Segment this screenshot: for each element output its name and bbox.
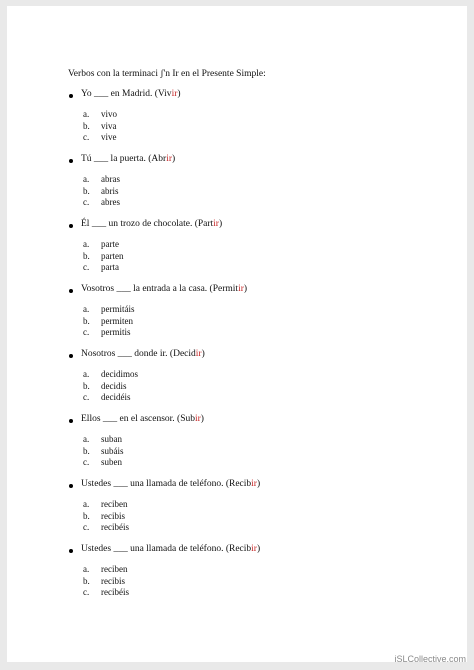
question-line bbox=[69, 89, 449, 102]
option-letter: c. bbox=[83, 522, 90, 532]
question-item bbox=[69, 479, 449, 532]
worksheet-title: Verbos con la terminaci ʃ'n Ir en el Presente Simple: bbox=[68, 69, 266, 79]
option-text: reciben bbox=[101, 564, 128, 574]
option-letter: b. bbox=[83, 510, 90, 521]
option-text: subáis bbox=[101, 445, 124, 456]
option-letter: c. bbox=[83, 197, 90, 207]
option-text: vivo bbox=[101, 109, 118, 119]
question-text: Ellos ___ en el ascensor. (Subir) bbox=[81, 414, 204, 424]
bullet-icon bbox=[69, 224, 73, 228]
option-letter: a. bbox=[83, 304, 90, 314]
option-letter: c. bbox=[83, 457, 90, 467]
worksheet-page bbox=[7, 6, 467, 662]
question-text: Ustedes ___ una llamada de teléfono. (Recibir) bbox=[81, 479, 261, 489]
option-text: decidimos bbox=[101, 369, 138, 379]
question-item bbox=[69, 89, 449, 142]
option-letter: b. bbox=[83, 445, 90, 456]
question-text: Ustedes ___ una llamada de teléfono. (Recibir) bbox=[81, 544, 261, 554]
option-text: viva bbox=[101, 120, 117, 131]
question-item bbox=[69, 154, 449, 207]
option-text: abres bbox=[101, 197, 120, 207]
question-item bbox=[69, 284, 449, 337]
bullet-icon bbox=[69, 419, 73, 423]
question-text: Tú ___ la puerta. (Abrir) bbox=[81, 154, 176, 164]
verb-ending: ir bbox=[194, 414, 201, 424]
option-letter: c. bbox=[83, 327, 90, 337]
option-letter: b. bbox=[83, 250, 90, 261]
bullet-icon bbox=[69, 549, 73, 553]
question-line bbox=[69, 479, 449, 492]
verb-ending: ir bbox=[251, 544, 257, 554]
question-line bbox=[69, 349, 449, 362]
option-text: recibis bbox=[101, 575, 125, 586]
verb-ending: ir bbox=[238, 284, 244, 294]
question-line bbox=[69, 219, 449, 232]
question-text: Vosotros ___ la entrada a la casa. (Permitir) bbox=[81, 284, 248, 294]
verb-ending: ir bbox=[213, 219, 219, 229]
question-text: Yo ___ en Madrid. (Vivir) bbox=[81, 89, 181, 99]
option-text: vive bbox=[101, 132, 117, 142]
verb-ending: ir bbox=[195, 349, 202, 359]
option-text: decidis bbox=[101, 380, 127, 391]
option-letter: b. bbox=[83, 380, 90, 391]
option-text: decidéis bbox=[101, 392, 131, 402]
option-letter: b. bbox=[83, 315, 90, 326]
option-text: suban bbox=[101, 434, 122, 444]
option-letter: a. bbox=[83, 499, 90, 509]
option-text: reciben bbox=[101, 499, 128, 509]
option-text: permitáis bbox=[101, 304, 135, 314]
question-item bbox=[69, 414, 449, 467]
option-text: abris bbox=[101, 185, 119, 196]
question-text: Él ___ un trozo de chocolate. (Partir) bbox=[81, 219, 223, 229]
option-letter: a. bbox=[83, 109, 90, 119]
bullet-icon bbox=[69, 94, 73, 98]
option-letter: c. bbox=[83, 392, 90, 402]
verb-ending: ir bbox=[166, 154, 173, 164]
option-letter: a. bbox=[83, 434, 90, 444]
option-letter: a. bbox=[83, 239, 90, 249]
question-item bbox=[69, 349, 449, 402]
option-letter: b. bbox=[83, 185, 90, 196]
option-letter: a. bbox=[83, 369, 90, 379]
question-line bbox=[69, 284, 449, 297]
option-letter: c. bbox=[83, 132, 90, 142]
option-text: recibéis bbox=[101, 522, 129, 532]
question-line bbox=[69, 414, 449, 427]
bullet-icon bbox=[69, 289, 73, 293]
option-letter: c. bbox=[83, 587, 90, 597]
bullet-icon bbox=[69, 354, 73, 358]
option-text: parta bbox=[101, 262, 119, 272]
option-text: recibis bbox=[101, 510, 125, 521]
option-text: parte bbox=[101, 239, 119, 249]
verb-ending: ir bbox=[171, 89, 178, 99]
question-item bbox=[69, 219, 449, 272]
verb-ending: ir bbox=[251, 479, 257, 489]
option-letter: a. bbox=[83, 564, 90, 574]
option-text: parten bbox=[101, 250, 124, 261]
option-text: permiten bbox=[101, 315, 133, 326]
option-letter: a. bbox=[83, 174, 90, 184]
option-letter: c. bbox=[83, 262, 90, 272]
bullet-icon bbox=[69, 484, 73, 488]
option-text: suben bbox=[101, 457, 122, 467]
site-watermark: iSLCollective.com bbox=[394, 654, 466, 664]
option-letter: b. bbox=[83, 575, 90, 586]
question-text: Nosotros ___ donde ir. (Decidir) bbox=[81, 349, 205, 359]
option-letter: b. bbox=[83, 120, 90, 131]
option-text: abras bbox=[101, 174, 120, 184]
bullet-icon bbox=[69, 159, 73, 163]
option-text: recibéis bbox=[101, 587, 129, 597]
question-line bbox=[69, 154, 449, 167]
question-item bbox=[69, 544, 449, 597]
question-line bbox=[69, 544, 449, 557]
option-text: permitis bbox=[101, 327, 131, 337]
